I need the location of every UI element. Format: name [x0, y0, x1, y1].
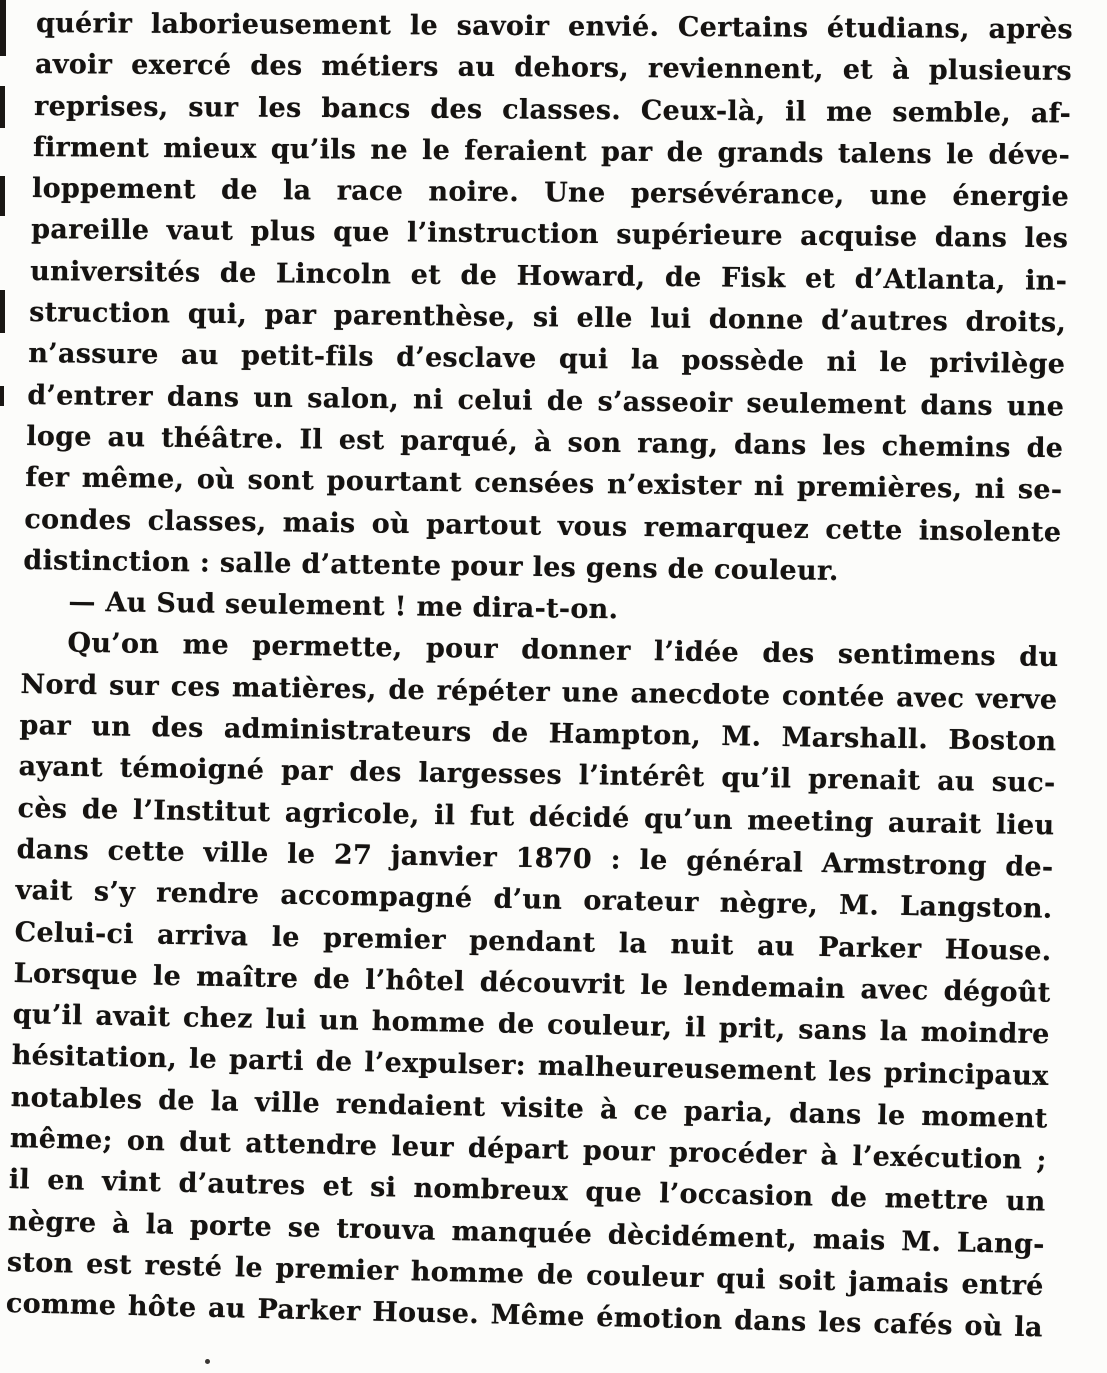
text-line: universités de Lincoln et de Howard, de Fisk et d’Atlanta, in- — [30, 255, 1068, 297]
text-line: Nord sur ces matières, de répéter une anecdote contée avec verve — [20, 668, 1058, 716]
text-line: n’assure au petit-fils d’esclave qui la possède ni le privilège — [28, 338, 1066, 381]
text-line: avoir exercé des métiers au dehors, reviennent, et à plusieurs — [34, 49, 1073, 88]
text-line: par un des administrateurs de Hampton, M. Marshall. Boston — [19, 710, 1057, 758]
text-line: fer même, où sont pourtant censées n’exister ni premières, ni se- — [25, 462, 1063, 506]
text-line: firment mieux qu’ils ne le feraient par de grands talens le déve- — [32, 131, 1071, 172]
text-line: nègre à la porte se trouva manquée dècidément, mais M. Lang- — [7, 1205, 1045, 1260]
text-line: d’entrer dans un salon, ni celui de s’asseoir seulement dans une — [27, 379, 1065, 423]
scan-artifact-left-edge — [0, 0, 6, 56]
text-line: ston est resté le premier homme de couleur qui soit jamais entré — [6, 1246, 1045, 1302]
body-text — [5, 3, 1074, 1344]
text-line: reprises, sur les bancs des classes. Ceux-là, il me semble, af- — [33, 90, 1072, 130]
text-line: hésitation, le parti de l’expulser: malheureusement les principaux — [11, 1040, 1049, 1093]
text-line: loppement de la race noire. Une persévérance, une énergie — [31, 173, 1070, 213]
text-line: struction qui, par parenthèse, si elle lui donne d’autres droits, — [29, 297, 1067, 339]
text-line: notables de la ville rendaient visite à ce paria, dans le moment — [10, 1081, 1048, 1135]
text-line: vait s’y rendre accompagné d’un orateur nègre, M. Langston. — [15, 875, 1053, 925]
text-line: Celui-ci arriva le premier pendant la nuit au Parker House. — [14, 916, 1052, 967]
text-line: qu’il avait chez lui un homme de couleur, il prit, sans la moindre — [12, 999, 1050, 1051]
text-line-paragraph-end: distinction : salle d’attente pour les gens de couleur. — [23, 544, 839, 587]
text-line: pareille vaut plus que l’instruction supérieure acquise dans les — [31, 214, 1069, 255]
text-line: Lorsque le maître de l’hôtel découvrit le lendemain avec dégoût — [13, 957, 1051, 1009]
text-line: dans cette ville le 27 janvier 1870 : le général Armstrong de- — [16, 833, 1054, 884]
text-line-dialogue: — Au Sud seulement ! me dira-t-on. — [68, 586, 619, 626]
text-line: cès de l’Institut agricole, il fut décidé qu’un meeting aurait lieu — [17, 792, 1055, 842]
text-line: comme hôte au Parker House. Même émotion dans les cafés où la — [5, 1288, 1044, 1344]
scan-artifact-left-edge — [0, 86, 5, 128]
text-line: condes classes, mais où partout vous remarquez cette insolente — [24, 503, 1062, 548]
scan-artifact-left-edge — [0, 386, 4, 406]
scan-artifact-ink-dot — [205, 1359, 210, 1364]
text-line: ayant témoigné par des largesses l’intérêt qu’il prenait au suc- — [18, 751, 1056, 800]
scan-artifact-left-edge — [0, 176, 5, 216]
scan-artifact-left-edge — [0, 290, 5, 333]
text-line: même; on dut attendre leur départ pour procéder à l’exécution ; — [9, 1123, 1047, 1177]
text-line: loge au théâtre. Il est parqué, à son rang, dans les chemins de — [26, 420, 1064, 465]
text-line: il en vint d’autres et si nombreux que l’occasion de mettre un — [8, 1164, 1046, 1218]
text-line-paragraph-start: Qu’on me permette, pour donner l’idée des sentimens du — [67, 628, 1059, 674]
text-line: quérir laborieusement le savoir envié. Certains étudians, après — [35, 8, 1074, 46]
